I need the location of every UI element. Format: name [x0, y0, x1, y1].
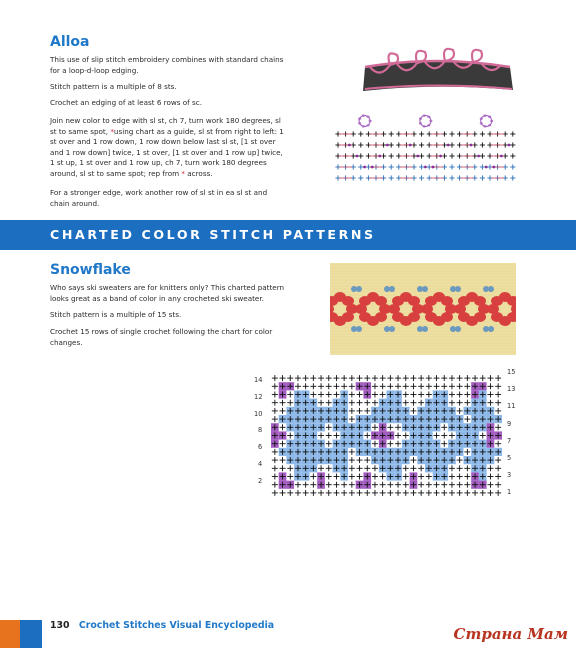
alloa-sample-photo	[355, 35, 520, 100]
motif-center	[336, 305, 344, 313]
motif-accent-dot	[422, 326, 428, 332]
snowflake-chart	[267, 370, 503, 496]
row-number-label: 7	[507, 436, 512, 445]
chart-dot	[356, 155, 359, 158]
snowflake-title: Snowflake	[50, 262, 131, 278]
alloa-chart	[334, 112, 522, 182]
alloa-paragraph-4: Join new color to edge with sl st, ch 7, turn work 180 degrees, sl st to same spot, *using chart as a guide, sl st from right to left: 1 st over and 1 row down, 1 row down below last sl st, [1 st over and 1 row down] twice, 1 st over, [1 st over and 1 row up] twice, 1 st up, 1 st over and 1 row up, ch 7, turn work 180 degrees around, sl st to same spot; rep from * across.	[50, 116, 284, 178]
motif-accent-dot	[488, 286, 494, 292]
chart-dot	[485, 166, 488, 169]
motif-petal	[375, 296, 387, 306]
row-number-label: 5	[507, 454, 512, 462]
motif-petal	[359, 296, 371, 306]
motif-accent-dot	[389, 286, 395, 292]
chart-dot	[432, 166, 435, 169]
motif-center	[369, 305, 377, 313]
motif-petal	[392, 296, 404, 306]
motif-petal	[408, 312, 420, 322]
chain-loop-mark	[420, 116, 431, 127]
chart-dot	[477, 155, 480, 158]
chart-dot	[363, 166, 366, 169]
row-number-label: 8	[258, 426, 263, 435]
snowflake-paragraph-1: Who says ski sweaters are for knitters only? This charted pattern looks great as a band of color in any crocheted ski sweater.	[50, 283, 285, 303]
chart-dot	[416, 155, 419, 158]
snowflake-paragraph-3: Crochet 15 rows of single crochet following the chart for color changes.	[50, 327, 273, 347]
motif-petal	[359, 312, 371, 322]
motif-center	[468, 305, 476, 313]
motif-accent-dot	[422, 286, 428, 292]
motif-petal	[425, 296, 437, 306]
motif-accent-dot	[356, 286, 362, 292]
footer-color-bar-blue	[20, 620, 42, 648]
chart-dot	[348, 144, 351, 147]
motif-center	[402, 305, 410, 313]
chart-dot	[378, 155, 381, 158]
alloa-title: Alloa	[50, 34, 90, 50]
motif-center	[435, 305, 443, 313]
chart-dot	[500, 155, 503, 158]
motif-accent-dot	[455, 326, 461, 332]
motif-center	[501, 305, 509, 313]
footer-color-bar-orange	[0, 620, 20, 648]
motif-petal	[375, 312, 387, 322]
motif-petal	[342, 312, 354, 322]
chart-dot	[508, 144, 511, 147]
row-number-label: 4	[258, 460, 263, 468]
chart-dot	[492, 166, 495, 169]
chart-dot	[424, 166, 427, 169]
row-number-label: 11	[507, 402, 516, 411]
watermark-text: Страна Мам	[453, 625, 568, 643]
alloa-paragraph-3: Crochet an edging of at least 6 rows of sc.	[50, 98, 202, 107]
row-number-label: 13	[507, 385, 516, 394]
motif-petal	[441, 296, 453, 306]
row-number-label: 9	[507, 419, 512, 428]
snowflake-sample-photo	[330, 263, 516, 355]
motif-petal	[491, 312, 503, 322]
chart-dot	[371, 166, 374, 169]
page-number: 130	[50, 620, 70, 631]
snowflake-paragraph-2: Stitch pattern is a multiple of 15 sts.	[50, 310, 182, 319]
row-number-label: 12	[254, 392, 263, 401]
row-number-label: 3	[507, 471, 512, 480]
chart-dot	[386, 144, 389, 147]
motif-petal	[425, 312, 437, 322]
chart-dot	[470, 144, 473, 147]
row-number-label: 2	[258, 476, 263, 485]
motif-accent-dot	[389, 326, 395, 332]
motif-petal	[408, 296, 420, 306]
motif-petal	[491, 296, 503, 306]
motif-accent-dot	[488, 326, 494, 332]
motif-petal	[474, 312, 486, 322]
row-number-label: 10	[254, 409, 263, 418]
motif-petal	[474, 296, 486, 306]
motif-accent-dot	[356, 326, 362, 332]
footer-page-info	[50, 620, 274, 631]
chain-loop-mark	[481, 116, 492, 127]
alloa-paragraph-1: This use of slip stitch embroidery combines with standard chains for a loop-d-loop edging.	[50, 55, 284, 75]
motif-petal	[392, 312, 404, 322]
alloa-paragraph-5: For a stronger edge, work another row of sl st in ea sl st and chain around.	[50, 188, 268, 208]
chart-dot	[409, 144, 412, 147]
motif-petal	[458, 312, 470, 322]
section-title: CHARTED COLOR STITCH PATTERNS	[50, 227, 376, 242]
motif-petal	[441, 312, 453, 322]
alloa-paragraph-2: Stitch pattern is a multiple of 8 sts.	[50, 82, 177, 91]
motif-accent-dot	[455, 286, 461, 292]
section-header-band	[0, 220, 576, 250]
row-number-label: 14	[254, 376, 263, 384]
chain-loop-mark	[359, 116, 370, 127]
row-number-label: 6	[258, 443, 263, 452]
row-number-label: 1	[507, 488, 512, 497]
row-number-label: 15	[507, 368, 516, 376]
chart-dot	[439, 155, 442, 158]
chart-dot	[447, 144, 450, 147]
motif-petal	[458, 296, 470, 306]
book-title: Crochet Stitches Visual Encyclopedia	[78, 620, 275, 631]
motif-petal	[342, 296, 354, 306]
